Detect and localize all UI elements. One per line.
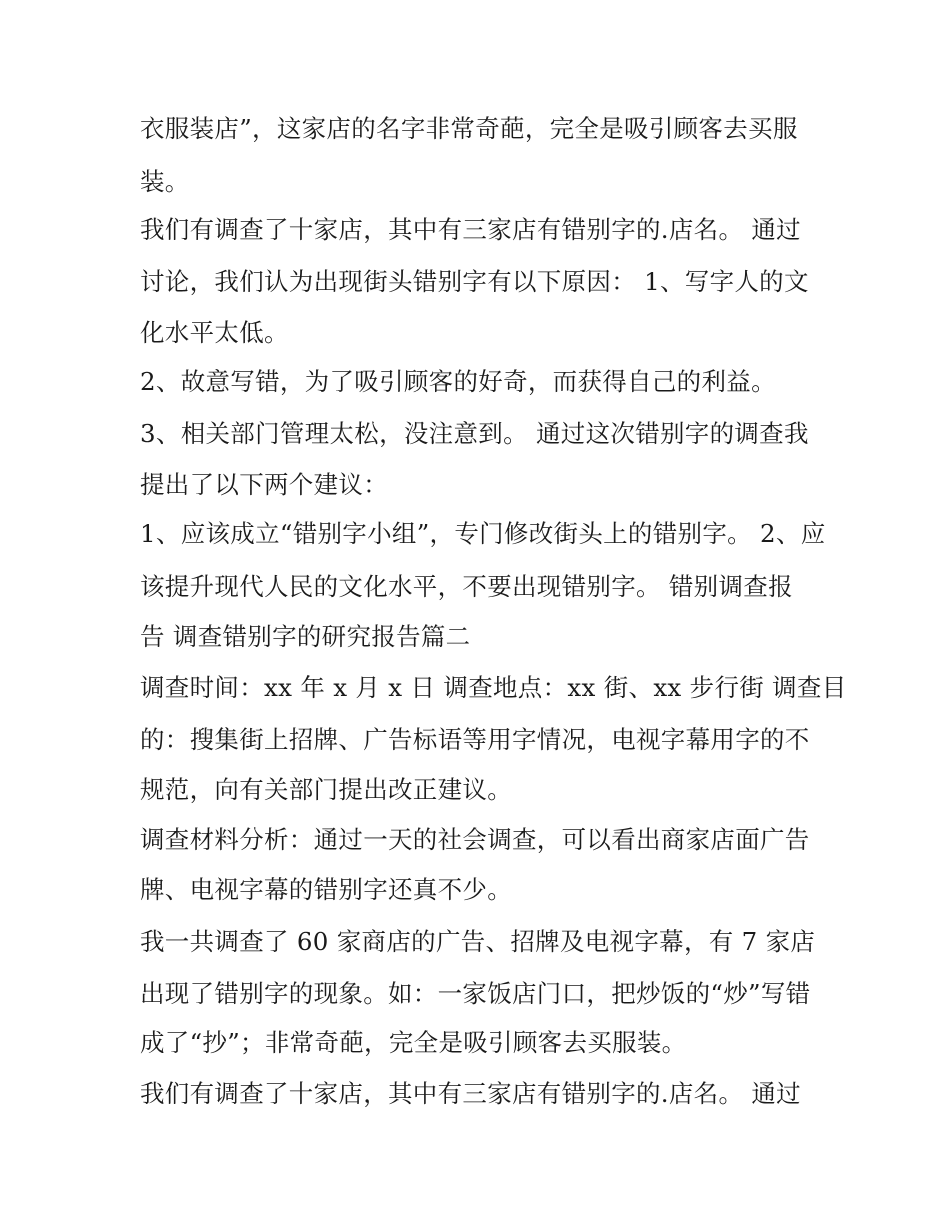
text-line: 我们有调查了十家店，其中有三家店有错别字的.店名。 通过: [140, 215, 801, 244]
text-line: 规范，向有关部门提出改正建议。: [140, 775, 512, 804]
text-line: 2、故意写错，为了吸引顾客的好奇，而获得自己的利益。: [140, 367, 776, 396]
text-line: 该提升现代人民的文化水平，不要出现错别字。 错别调查报: [140, 572, 793, 601]
text-line: 调查时间：xx 年 x 月 x 日 调查地点：xx 街、xx 步行街 调查目: [140, 673, 847, 702]
text-line: 提出了以下两个建议：: [140, 470, 388, 499]
text-line: 装。: [140, 167, 190, 196]
text-line: 3、相关部门管理太松，没注意到。 通过这次错别字的调查我: [140, 419, 809, 448]
text-line: 衣服装店”，这家店的名字非常奇葩，完全是吸引顾客去买服: [140, 114, 798, 143]
text-line: 调查材料分析：通过一天的社会调查，可以看出商家店面广告: [140, 825, 810, 854]
text-line: 的：搜集街上招牌、广告标语等用字情况，电视字幕用字的不: [140, 725, 810, 754]
text-line: 成了“抄”；非常奇葩，完全是吸引顾客去买服装。: [140, 1028, 687, 1057]
text-line: 1、应该成立“错别字小组”，专门修改街头上的错别字。 2、应: [140, 519, 826, 548]
text-line: 我们有调查了十家店，其中有三家店有错别字的.店名。 通过: [140, 1079, 801, 1108]
text-line: 告 调查错别字的研究报告篇二: [140, 622, 471, 651]
text-line: 化水平太低。: [140, 318, 289, 347]
text-line: 讨论，我们认为出现街头错别字有以下原因： 1、写字人的文: [140, 267, 809, 296]
text-line: 我一共调查了 60 家商店的广告、招牌及电视字幕，有 7 家店: [140, 927, 816, 956]
text-line: 牌、电视字幕的错别字还真不少。: [140, 875, 512, 904]
text-line: 出现了错别字的现象。如：一家饭店门口，把炒饭的“炒”写错: [140, 979, 811, 1008]
